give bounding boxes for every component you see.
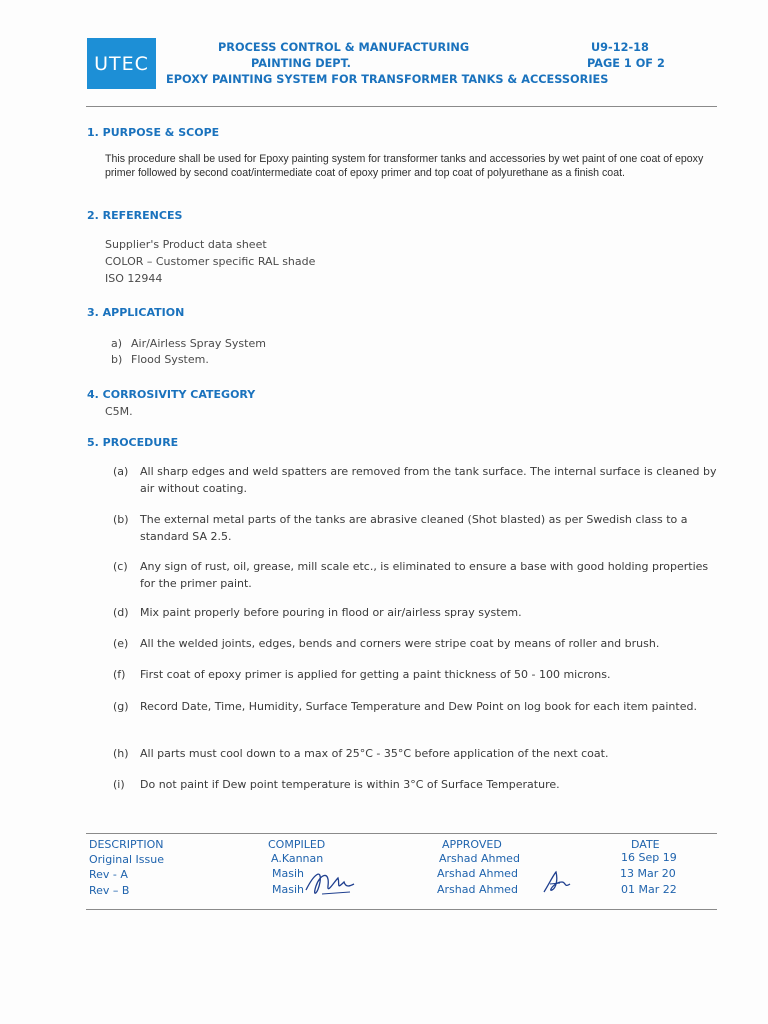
- footer-header-date: DATE: [631, 838, 660, 851]
- reference-item: Supplier's Product data sheet: [105, 238, 267, 251]
- procedure-item-label: (a): [113, 465, 129, 478]
- reference-item: ISO 12944: [105, 272, 163, 285]
- footer-row-approved: Arshad Ahmed: [437, 883, 518, 896]
- procedure-item-text: The external metal parts of the tanks are abrasive cleaned (Shot blasted) as per Swedish class to a standard SA 2.5.: [140, 513, 688, 543]
- procedure-item-label: (f): [113, 668, 126, 681]
- footer-header-approved: APPROVED: [442, 838, 502, 851]
- footer-row-compiled: A.Kannan: [271, 852, 324, 865]
- footer-bottom-divider: [86, 909, 717, 910]
- procedure-item-label: (h): [113, 747, 129, 760]
- footer-row-approved: Arshad Ahmed: [437, 867, 518, 880]
- procedure-item-label: (i): [113, 778, 125, 791]
- procedure-item-label: (g): [113, 700, 129, 713]
- footer-row-description: Rev – B: [89, 884, 130, 897]
- section-purpose-title: 1. PURPOSE & SCOPE: [87, 126, 220, 139]
- footer-header-description: DESCRIPTION: [89, 838, 164, 851]
- purpose-text: This procedure shall be used for Epoxy painting system for transformer tanks and accessories by wet paint of one coat of epoxy primer followed by second coat/intermediate coat of epoxy primer and top coat of polyurethane as a finish coat.: [105, 153, 704, 179]
- procedure-item-label: (e): [113, 637, 129, 650]
- header-title-line1: PROCESS CONTROL & MANUFACTURING: [218, 41, 470, 54]
- doc-number: U9-12-18: [591, 41, 649, 54]
- approver-signature: [540, 868, 574, 898]
- footer-header-compiled: COMPILED: [268, 838, 326, 851]
- company-logo: [87, 38, 156, 89]
- procedure-item-text: Record Date, Time, Humidity, Surface Temperature and Dew Point on log book for each item painted.: [140, 700, 697, 713]
- footer-row-compiled: Masih: [272, 883, 304, 896]
- compiler-signature: [300, 864, 360, 904]
- footer-top-divider: [86, 833, 717, 834]
- footer-row-approved: Arshad Ahmed: [439, 852, 520, 865]
- footer-row-compiled: Masih: [272, 867, 304, 880]
- footer-row-description: Original Issue: [89, 853, 164, 866]
- section-corrosivity-title: 4. CORROSIVITY CATEGORY: [87, 388, 256, 401]
- procedure-item-label: (d): [113, 606, 129, 619]
- procedure-item-text: Do not paint if Dew point temperature is within 3°C of Surface Temperature.: [140, 778, 560, 791]
- section-procedure-title: 5. PROCEDURE: [87, 436, 179, 449]
- footer-row-description: Rev - A: [89, 868, 128, 881]
- header-title-line3: EPOXY PAINTING SYSTEM FOR TRANSFORMER TANKS & ACCESSORIES: [166, 73, 609, 86]
- section-application-title: 3. APPLICATION: [87, 306, 185, 319]
- header-title-line2: PAINTING DEPT.: [251, 57, 351, 70]
- page-number: PAGE 1 OF 2: [587, 57, 665, 70]
- header-divider: [86, 106, 717, 107]
- reference-item: COLOR – Customer specific RAL shade: [105, 255, 316, 268]
- application-item-text: Air/Airless Spray System: [131, 337, 266, 350]
- procedure-item-text: First coat of epoxy primer is applied for getting a paint thickness of 50 - 100 microns.: [140, 668, 611, 681]
- application-item-text: Flood System.: [131, 353, 209, 366]
- procedure-item-label: (c): [113, 560, 128, 573]
- procedure-item-text: All parts must cool down to a max of 25°C - 35°C before application of the next coat.: [140, 747, 609, 760]
- footer-row-date: 01 Mar 22: [621, 883, 677, 896]
- logo-text: UTEC: [94, 52, 149, 75]
- procedure-item-text: All sharp edges and weld spatters are removed from the tank surface. The internal surface is cleaned by air without coating.: [140, 465, 717, 495]
- section-references-title: 2. REFERENCES: [87, 209, 183, 222]
- application-item-label: a): [111, 337, 123, 350]
- procedure-item-text: All the welded joints, edges, bends and corners were stripe coat by means of roller and brush.: [140, 637, 660, 650]
- procedure-item-text: Mix paint properly before pouring in flood or air/airless spray system.: [140, 606, 522, 619]
- procedure-item-label: (b): [113, 513, 129, 526]
- procedure-item-text: Any sign of rust, oil, grease, mill scale etc., is eliminated to ensure a base with good holding properties for the primer paint.: [140, 560, 709, 590]
- corrosivity-value: C5M.: [105, 405, 133, 418]
- footer-row-date: 13 Mar 20: [620, 867, 676, 880]
- application-item-label: b): [111, 353, 123, 366]
- footer-row-date: 16 Sep 19: [621, 851, 677, 864]
